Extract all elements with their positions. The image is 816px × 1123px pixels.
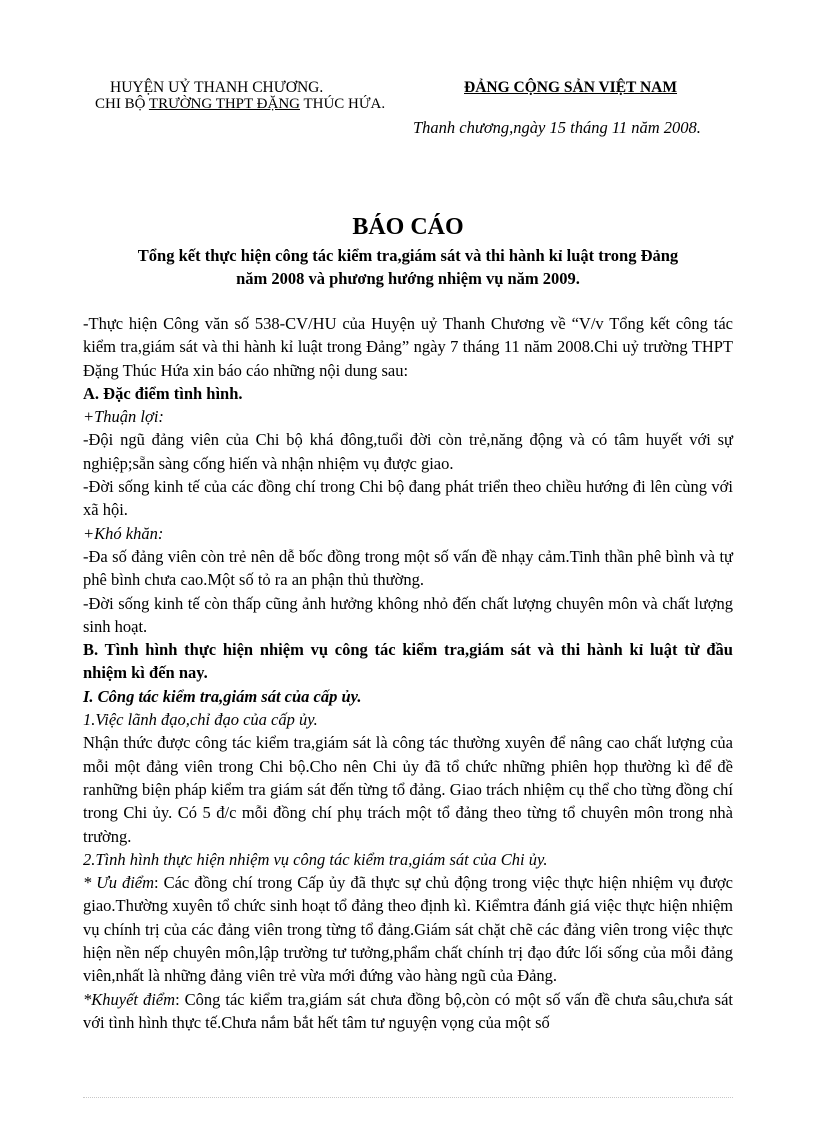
advantages-heading: +Thuận lợi: xyxy=(83,407,164,427)
weaknesses-label: *Khuyết điểm xyxy=(83,989,176,1009)
difficulty-item-2: -Đời sống kinh tế còn thấp cũng ảnh hưởng không nhỏ đến chất lượng chuyên môn và chất lượng sinh hoạt. xyxy=(83,593,733,636)
weaknesses-paragraph xyxy=(83,988,733,1035)
report-title: BÁO CÁO xyxy=(352,214,464,240)
org-name-line1: HUYỆN UỶ THANH CHƯƠNG. xyxy=(110,79,324,96)
subsection-1-paragraph: Nhận thức được công tác kiểm tra,giám sát là công tác thường xuyên để nâng cao chất lượng của mỗi một đảng viên trong Chi bộ.Cho nên Chi ủy đã tổ chức những phiên họp thường kì để đề ranhững biện pháp kiểm tra giám sát đến từng tổ đảng. Giao trách nhiệm cụ thể cho từng đồng chí trong Chi ủy. Có 5 đ/c mỗi đồng chí phụ trách một tổ đảng theo từng tổ chuyên môn trong nhà trường. xyxy=(83,733,733,846)
section-b-heading: B. Tình hình thực hiện nhiệm vụ công tác kiểm tra,giám sát và thi hành kỉ luật từ đầu nhiệm kì đến nay. xyxy=(83,640,733,683)
advantage-item-1: -Đội ngũ đảng viên của Chi bộ khá đông,tuổi đời còn trẻ,năng động và có tâm huyết với sự nghiệp;sẵn sàng cống hiến và nhận nhiệm vụ được giao. xyxy=(83,430,733,473)
section-a-heading: A. Đặc điểm tình hình. xyxy=(83,383,243,403)
advantage-item-2: -Đời sống kinh tế của các đồng chí trong Chi bộ đang phát triển theo chiều hướng đi lên cùng với xã hội. xyxy=(83,477,733,520)
strengths-text: : Các đồng chí trong Cấp ủy đã thực sự chủ động trong việc thực hiện nhiệm vụ được giao.Thường xuyên tổ chức sinh hoạt tổ đảng theo định kì. Kiểmtra đánh giá việc thực hiện nhiệm vụ chính trị của các đảng viên trong từng tổ đảng.Giám sát chặt chẽ các đảng viên trong việc thực hiện nền nếp chuyên môn,lập trường tư tưởng,phẩm chất chính trị đạo đức lối sống của mỗi đảng viên,nhất là những đảng viên trẻ vừa mới đứng vào hàng ngũ của Đảng. xyxy=(83,873,733,986)
intro-paragraph: -Thực hiện Công văn số 538-CV/HU của Huyện uỷ Thanh Chương về “V/v Tổng kết công tác kiểm tra,giám sát và thi hành kỉ luật trong Đảng” ngày 7 tháng 11 năm 2008.Chi uỷ trường THPT Đặng Thúc Hứa xin báo cáo những nội dung sau: xyxy=(83,314,733,380)
party-name: ĐẢNG CỘNG SẢN VIỆT NAM xyxy=(464,79,678,96)
date-line: Thanh chương,ngày 15 tháng 11 năm 2008. xyxy=(413,118,701,137)
difficulty-item-1: -Đa số đảng viên còn trẻ nên dễ bốc đồng trong một số vấn đề nhạy cảm.Tinh thần phê bình và tự phê bình chưa cao.Một số tỏ ra an phận thủ thường. xyxy=(83,546,733,590)
report-subtitle-line2: năm 2008 và phương hướng nhiệm vụ năm 2009. xyxy=(236,269,580,288)
org-line2-underlined: TRƯỜNG THPT ĐẶNG xyxy=(148,96,300,112)
subsection-1-heading: 1.Việc lãnh đạo,chỉ đạo của cấp ủy. xyxy=(83,710,318,730)
report-subtitle-line1: Tổng kết thực hiện công tác kiểm tra,giám sát và thi hành kỉ luật trong Đảng xyxy=(137,246,679,265)
strengths-label: * Ưu điểm xyxy=(83,873,155,893)
weaknesses-text: : Công tác kiểm tra,giám sát chưa đồng bộ,còn có một số vấn đề chưa sâu,chưa sát với tình hình thực tế.Chưa nắm bắt hết tâm tư nguyện vọng của một số xyxy=(83,989,734,1032)
org-line2-suffix: THÚC HỨA. xyxy=(300,96,386,112)
difficulties-heading: +Khó khăn: xyxy=(83,523,164,543)
page-footer-divider xyxy=(83,1097,733,1098)
org-name-line2 xyxy=(95,95,385,114)
subsection-2-heading: 2.Tình hình thực hiện nhiệm vụ công tác kiểm tra,giám sát của Chi ủy. xyxy=(83,849,548,869)
report-body xyxy=(83,312,733,1034)
section-b1-heading: I. Công tác kiểm tra,giám sát của cấp ủy. xyxy=(83,686,362,706)
org-line2-prefix: CHI BỘ xyxy=(95,96,149,112)
strengths-paragraph xyxy=(83,871,733,987)
